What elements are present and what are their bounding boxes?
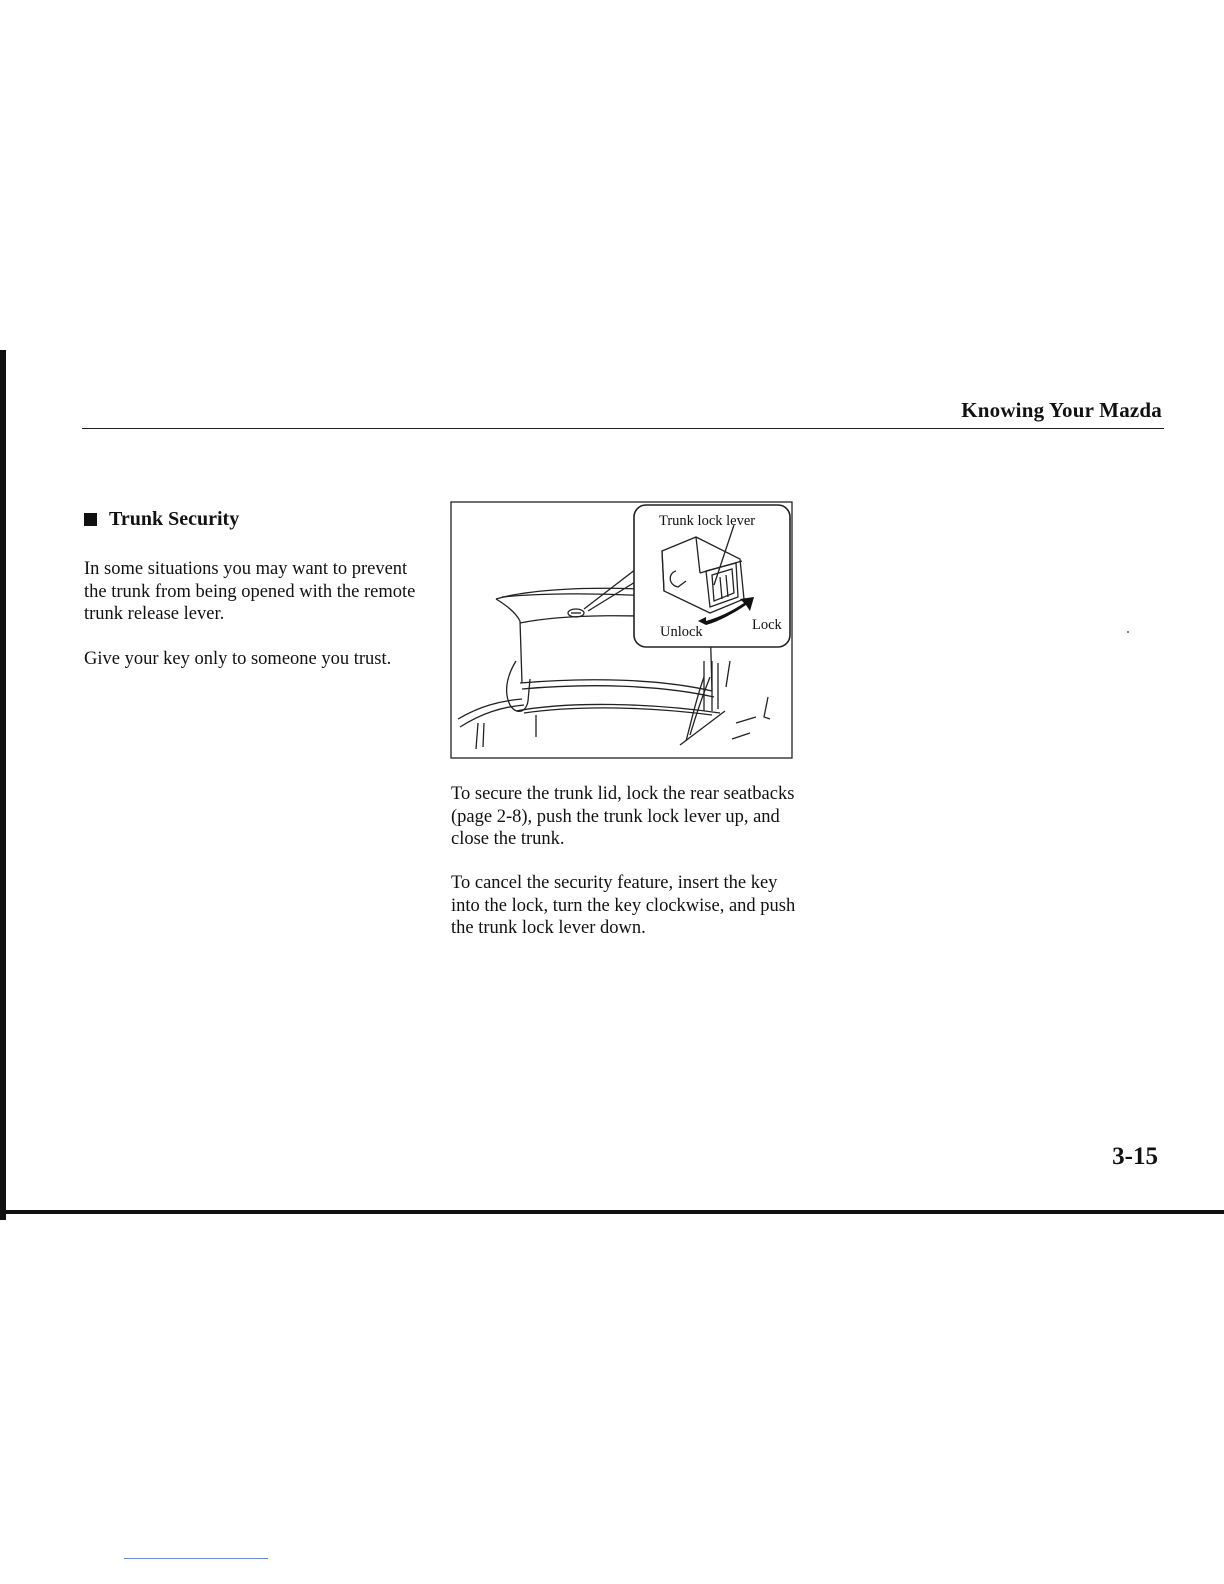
page-bottom-rule	[0, 1210, 1224, 1214]
lock-label: Lock	[752, 617, 782, 633]
section-heading-text: Trunk Security	[109, 508, 240, 530]
secure-instructions: To secure the trunk lid, lock the rear seatbacks (page 2-8), push the trunk lock lever up, and close the trunk.	[451, 784, 795, 849]
page-edge-bar	[0, 350, 6, 1220]
running-header: Knowing Your Mazda	[961, 398, 1162, 422]
header-rule	[82, 428, 1164, 429]
trunk-lock-lever-label: Trunk lock lever	[659, 513, 756, 529]
illustration-svg	[450, 501, 793, 759]
unlock-label: Unlock	[660, 624, 703, 640]
section-heading	[84, 508, 239, 531]
page-number: 3-15	[1112, 1143, 1158, 1170]
square-bullet-icon	[84, 513, 97, 526]
key-advice-paragraph: Give your key only to someone you trust.	[84, 649, 392, 669]
intro-paragraph: In some situations you may want to prevent the trunk from being opened with the remote trunk release lever.	[84, 559, 416, 624]
cancel-instructions: To cancel the security feature, insert the key into the lock, turn the key clockwise, and push the trunk lock lever down.	[451, 873, 796, 938]
bottom-underline	[124, 1558, 268, 1559]
scan-speck	[1127, 631, 1129, 633]
trunk-lock-illustration	[450, 501, 793, 759]
